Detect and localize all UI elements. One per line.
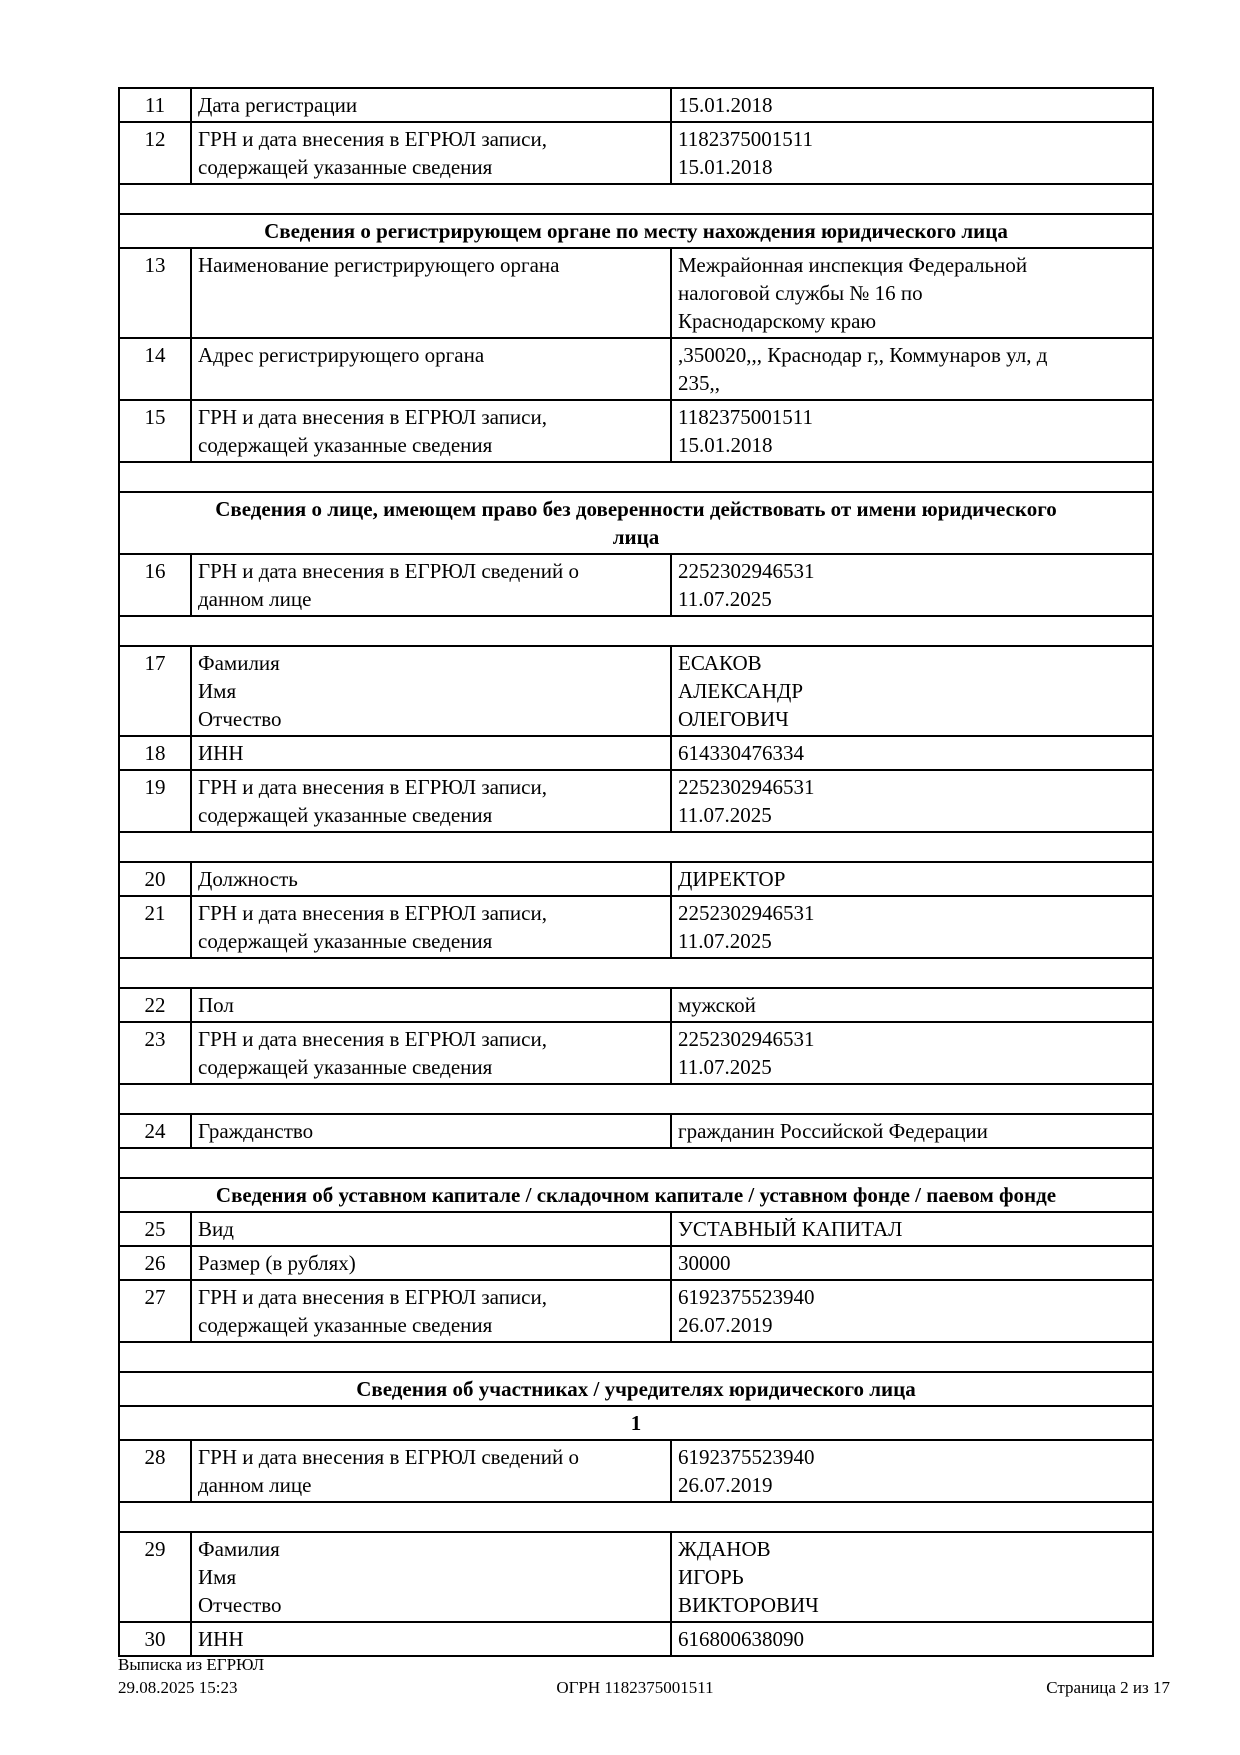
- text-line: содержащей указанные сведения: [198, 929, 493, 953]
- footer-doc-title: Выписка из ЕГРЮЛ: [118, 1655, 265, 1674]
- text-line: 15.01.2018: [678, 433, 773, 457]
- field-value: [671, 554, 1153, 616]
- text-line: гражданин Российской Федерации: [678, 1119, 988, 1143]
- field-label: [191, 988, 671, 1022]
- spacer-row: [119, 184, 1153, 214]
- text-line: 30000: [678, 1251, 731, 1275]
- spacer-row: [119, 832, 1153, 862]
- table-row: [119, 646, 1153, 736]
- text-line: 6192375523940: [678, 1445, 815, 1469]
- table-row: [119, 338, 1153, 400]
- text-line: 2252302946531: [678, 901, 815, 925]
- text-line: 11.07.2025: [678, 1055, 772, 1079]
- text-line: лица: [612, 525, 660, 549]
- text-line: Сведения об уставном капитале / складочном капитале / уставном фонде / паевом фонде: [215, 1183, 1057, 1207]
- text-line: 2252302946531: [678, 775, 815, 799]
- field-value: [671, 88, 1153, 122]
- table-row: [119, 736, 1153, 770]
- row-number: 26: [119, 1246, 191, 1280]
- field-label: [191, 1022, 671, 1084]
- field-value: [671, 1212, 1153, 1246]
- field-value: [671, 770, 1153, 832]
- text-line: Сведения о регистрирующем органе по месту нахождения юридического лица: [264, 219, 1008, 243]
- subsection-row: [119, 1406, 1153, 1440]
- text-line: ЕСАКОВ: [678, 651, 762, 675]
- text-line: 1182375001511: [678, 405, 813, 429]
- spacer: [119, 1502, 1153, 1532]
- text-line: содержащей указанные сведения: [198, 803, 493, 827]
- footer-datetime: 29.08.2025 15:23: [118, 1678, 238, 1697]
- section-title: [119, 1372, 1153, 1406]
- field-value: [671, 1114, 1153, 1148]
- spacer-row: [119, 1084, 1153, 1114]
- row-number: 19: [119, 770, 191, 832]
- table-row: [119, 1622, 1153, 1656]
- field-value: [671, 1532, 1153, 1622]
- row-number: 18: [119, 736, 191, 770]
- row-number: 27: [119, 1280, 191, 1342]
- field-label: [191, 862, 671, 896]
- section-title: [119, 214, 1153, 248]
- spacer-row: [119, 958, 1153, 988]
- table-row: [119, 1022, 1153, 1084]
- spacer: [119, 832, 1153, 862]
- field-value: [671, 862, 1153, 896]
- field-value: [671, 400, 1153, 462]
- table-row: [119, 400, 1153, 462]
- text-line: 11.07.2025: [678, 587, 772, 611]
- field-value: [671, 1622, 1153, 1656]
- text-line: ГРН и дата внесения в ЕГРЮЛ сведений о: [198, 1445, 579, 1469]
- row-number: 15: [119, 400, 191, 462]
- text-line: 11.07.2025: [678, 929, 772, 953]
- spacer: [119, 1342, 1153, 1372]
- spacer-row: [119, 462, 1153, 492]
- table-row: [119, 770, 1153, 832]
- field-label: [191, 1212, 671, 1246]
- field-label: [191, 88, 671, 122]
- text-line: ИНН: [198, 1627, 244, 1651]
- field-value: [671, 338, 1153, 400]
- row-number: 12: [119, 122, 191, 184]
- spacer: [119, 462, 1153, 492]
- field-value: [671, 1440, 1153, 1502]
- field-value: [671, 646, 1153, 736]
- text-line: 11.07.2025: [678, 803, 772, 827]
- row-number: 20: [119, 862, 191, 896]
- text-line: 26.07.2019: [678, 1313, 773, 1337]
- field-label: [191, 646, 671, 736]
- table-row: [119, 1114, 1153, 1148]
- field-label: [191, 1532, 671, 1622]
- field-value: [671, 736, 1153, 770]
- row-number: 21: [119, 896, 191, 958]
- text-line: данном лице: [198, 587, 312, 611]
- field-value: [671, 1022, 1153, 1084]
- text-line: Адрес регистрирующего органа: [198, 343, 485, 367]
- field-label: [191, 1280, 671, 1342]
- spacer: [119, 616, 1153, 646]
- section-title: [119, 492, 1153, 554]
- section-title: [119, 1406, 1153, 1440]
- field-label: [191, 770, 671, 832]
- spacer-row: [119, 616, 1153, 646]
- text-line: ,350020,,, Краснодар г,, Коммунаров ул, д: [678, 343, 1048, 367]
- text-line: Гражданство: [198, 1119, 314, 1143]
- text-line: содержащей указанные сведения: [198, 155, 493, 179]
- table-row: [119, 122, 1153, 184]
- field-label: [191, 122, 671, 184]
- text-line: ЖДАНОВ: [678, 1537, 771, 1561]
- text-line: 26.07.2019: [678, 1473, 773, 1497]
- text-line: Должность: [198, 867, 298, 891]
- text-line: Пол: [198, 993, 234, 1017]
- spacer-row: [119, 1148, 1153, 1178]
- field-label: [191, 736, 671, 770]
- row-number: 24: [119, 1114, 191, 1148]
- table-row: [119, 1246, 1153, 1280]
- text-line: ГРН и дата внесения в ЕГРЮЛ записи,: [198, 1027, 547, 1051]
- footer-page-number: Страница 2 из 17: [1046, 1678, 1170, 1697]
- field-value: [671, 248, 1153, 338]
- table-row: [119, 988, 1153, 1022]
- egrul-table-body: [119, 88, 1153, 1656]
- text-line: 235,,: [678, 371, 720, 395]
- text-line: налоговой службы № 16 по: [678, 281, 923, 305]
- table-row: [119, 88, 1153, 122]
- field-value: [671, 1280, 1153, 1342]
- text-line: ОЛЕГОВИЧ: [678, 707, 789, 731]
- text-line: 2252302946531: [678, 1027, 815, 1051]
- text-line: ГРН и дата внесения в ЕГРЮЛ записи,: [198, 901, 547, 925]
- text-line: Краснодарскому краю: [678, 309, 877, 333]
- text-line: Отчество: [198, 707, 282, 731]
- field-value: [671, 1246, 1153, 1280]
- section-row: [119, 1372, 1153, 1406]
- text-line: Фамилия: [198, 1537, 280, 1561]
- page-footer: [118, 1654, 1170, 1699]
- text-line: ГРН и дата внесения в ЕГРЮЛ сведений о: [198, 559, 579, 583]
- text-line: Сведения о лице, имеющем право без доверенности действовать от имени юридического: [215, 497, 1057, 521]
- row-number: 13: [119, 248, 191, 338]
- text-line: Имя: [198, 679, 237, 703]
- table-row: [119, 1440, 1153, 1502]
- text-line: данном лице: [198, 1473, 312, 1497]
- table-row: [119, 1280, 1153, 1342]
- text-line: Сведения об участниках / учредителях юридического лица: [356, 1377, 916, 1401]
- field-value: [671, 988, 1153, 1022]
- text-line: 1182375001511: [678, 127, 813, 151]
- text-line: ГРН и дата внесения в ЕГРЮЛ записи,: [198, 127, 547, 151]
- field-label: [191, 1114, 671, 1148]
- text-line: Размер (в рублях): [198, 1251, 356, 1275]
- spacer-row: [119, 1502, 1153, 1532]
- text-line: 1: [630, 1411, 642, 1435]
- text-line: Отчество: [198, 1593, 282, 1617]
- table-row: [119, 862, 1153, 896]
- text-line: ДИРЕКТОР: [678, 867, 786, 891]
- row-number: 16: [119, 554, 191, 616]
- text-line: ИГОРЬ: [678, 1565, 744, 1589]
- field-label: [191, 400, 671, 462]
- field-label: [191, 248, 671, 338]
- row-number: 28: [119, 1440, 191, 1502]
- text-line: 614330476334: [678, 741, 804, 765]
- text-line: Имя: [198, 1565, 237, 1589]
- field-label: [191, 554, 671, 616]
- spacer: [119, 958, 1153, 988]
- spacer-row: [119, 1342, 1153, 1372]
- text-line: АЛЕКСАНДР: [678, 679, 804, 703]
- row-number: 30: [119, 1622, 191, 1656]
- text-line: 616800638090: [678, 1627, 804, 1651]
- field-label: [191, 338, 671, 400]
- row-number: 29: [119, 1532, 191, 1622]
- field-label: [191, 1440, 671, 1502]
- text-line: УСТАВНЫЙ КАПИТАЛ: [678, 1217, 903, 1241]
- spacer: [119, 1148, 1153, 1178]
- egrul-extract-table: [118, 87, 1154, 1657]
- text-line: ИНН: [198, 741, 244, 765]
- row-number: 25: [119, 1212, 191, 1246]
- text-line: ГРН и дата внесения в ЕГРЮЛ записи,: [198, 1285, 547, 1309]
- section-row: [119, 492, 1153, 554]
- row-number: 17: [119, 646, 191, 736]
- text-line: Вид: [198, 1217, 234, 1241]
- text-line: 15.01.2018: [678, 93, 773, 117]
- section-row: [119, 1178, 1153, 1212]
- field-label: [191, 896, 671, 958]
- footer-ogrn: ОГРН 1182375001511: [556, 1678, 714, 1697]
- text-line: ГРН и дата внесения в ЕГРЮЛ записи,: [198, 405, 547, 429]
- text-line: ГРН и дата внесения в ЕГРЮЛ записи,: [198, 775, 547, 799]
- field-value: [671, 122, 1153, 184]
- table-row: [119, 248, 1153, 338]
- text-line: содержащей указанные сведения: [198, 1055, 493, 1079]
- table-row: [119, 896, 1153, 958]
- text-line: 6192375523940: [678, 1285, 815, 1309]
- text-line: Межрайонная инспекция Федеральной: [678, 253, 1028, 277]
- section-row: [119, 214, 1153, 248]
- table-row: [119, 554, 1153, 616]
- row-number: 11: [119, 88, 191, 122]
- field-value: [671, 896, 1153, 958]
- row-number: 22: [119, 988, 191, 1022]
- text-line: Наименование регистрирующего органа: [198, 253, 560, 277]
- row-number: 14: [119, 338, 191, 400]
- spacer: [119, 1084, 1153, 1114]
- text-line: Фамилия: [198, 651, 280, 675]
- table-row: [119, 1212, 1153, 1246]
- text-line: Дата регистрации: [198, 93, 358, 117]
- text-line: 2252302946531: [678, 559, 815, 583]
- row-number: 23: [119, 1022, 191, 1084]
- field-label: [191, 1622, 671, 1656]
- section-title: [119, 1178, 1153, 1212]
- text-line: мужской: [678, 993, 756, 1017]
- table-row: [119, 1532, 1153, 1622]
- text-line: ВИКТОРОВИЧ: [678, 1593, 819, 1617]
- text-line: 15.01.2018: [678, 155, 773, 179]
- spacer: [119, 184, 1153, 214]
- field-label: [191, 1246, 671, 1280]
- text-line: содержащей указанные сведения: [198, 1313, 493, 1337]
- text-line: содержащей указанные сведения: [198, 433, 493, 457]
